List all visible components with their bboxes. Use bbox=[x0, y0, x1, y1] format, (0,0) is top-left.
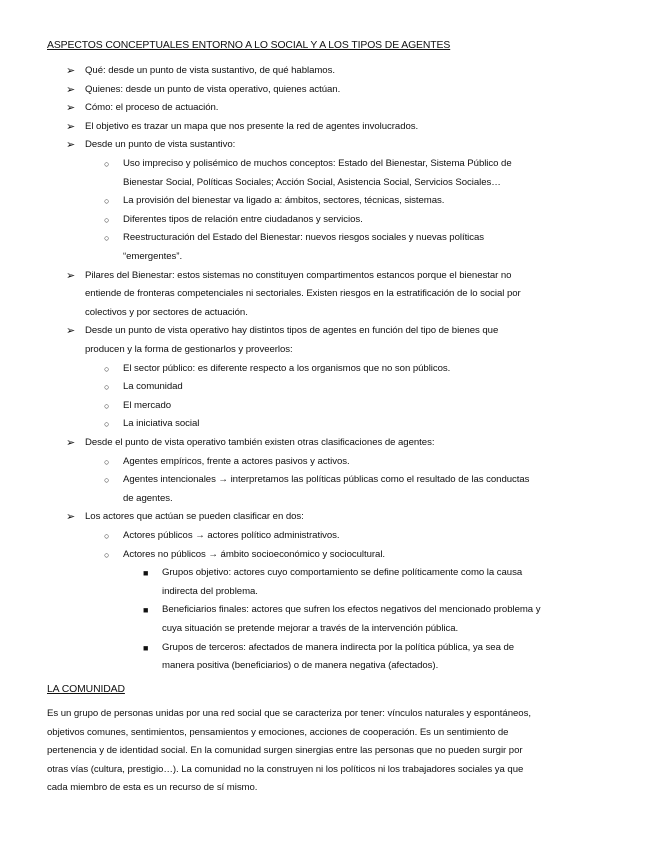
circle-bullet-icon: ○ bbox=[104, 196, 110, 207]
section-heading-aspectos: ASPECTOS CONCEPTUALES ENTORNO A LO SOCIAL Y A LOS TIPOS DE AGENTES bbox=[47, 40, 451, 51]
arrow-bullet-icon: ➢ bbox=[66, 139, 76, 152]
list-item-line: colectivos y por sectores de actuación. bbox=[85, 306, 248, 318]
section-heading-comunidad: LA COMUNIDAD bbox=[47, 684, 125, 695]
paragraph-line: cada miembro de esta es un recurso de sí mismo. bbox=[47, 782, 258, 794]
list-item-line: Actores públicos → actores político administrativos. bbox=[123, 530, 340, 541]
circle-bullet-icon: ○ bbox=[104, 363, 110, 374]
list-item-line: Grupos de terceros: afectados de manera indirecta por la política pública, ya sea de bbox=[162, 641, 515, 653]
paragraph-line: Es un grupo de personas unidas por una red social que se caracteriza por tener: vínculos naturales y espontáneos, bbox=[47, 708, 531, 719]
list-item-line: entiende de fronteras competenciales ni sectoriales. Existen riesgos en la estratificación de lo social por bbox=[85, 288, 521, 300]
list-item-line: manera positiva (beneficiarios) o de manera negativa (afectados). bbox=[162, 660, 439, 672]
list-item-line: de agentes. bbox=[123, 492, 173, 504]
list-item-line: Uso impreciso y polisémico de muchos conceptos: Estado del Bienestar, Sistema Público de bbox=[123, 158, 512, 169]
list-item-line: El mercado bbox=[123, 399, 172, 411]
circle-bullet-icon: ○ bbox=[104, 475, 110, 486]
arrow-bullet-icon: ➢ bbox=[66, 325, 76, 338]
circle-bullet-icon: ○ bbox=[104, 456, 110, 467]
list-item-line: Bienestar Social, Políticas Sociales; Acción Social, Asistencia Social, Servicios Sociales… bbox=[123, 176, 501, 188]
list-item-line: Beneficiarios finales: actores que sufren los efectos negativos del mencionado problema y bbox=[162, 604, 541, 616]
list-item-line: Desde el punto de vista operativo también existen otras clasificaciones de agentes: bbox=[85, 437, 435, 448]
paragraph-line: otras vías (cultura, prestigio…). La comunidad no la construyen ni los políticos ni los trabajadores sociales ya que bbox=[47, 763, 524, 775]
arrow-bullet-icon: ➢ bbox=[66, 83, 76, 96]
list-item-line: La provisión del bienestar va ligado a: ámbitos, sectores, técnicas, sistemas. bbox=[123, 195, 445, 207]
list-item-line: producen y la forma de gestionarlos y proveerlos: bbox=[85, 344, 293, 355]
paragraph-line: pertenencia y de identidad social. En la comunidad surgen sinergias entre las personas que no pueden surgir por bbox=[47, 745, 523, 757]
list-item-line: Quienes: desde un punto de vista operativo, quienes actúan. bbox=[85, 83, 341, 95]
circle-bullet-icon: ○ bbox=[104, 549, 110, 560]
circle-bullet-icon: ○ bbox=[104, 419, 110, 430]
circle-bullet-icon: ○ bbox=[104, 233, 110, 244]
circle-bullet-icon: ○ bbox=[104, 159, 110, 169]
list-item-line: Agentes intencionales → interpretamos las políticas públicas como el resultado de las conductas bbox=[123, 474, 530, 486]
arrow-bullet-icon: ➢ bbox=[66, 269, 76, 282]
arrow-bullet-icon: ➢ bbox=[66, 102, 76, 115]
arrow-bullet-icon: ➢ bbox=[66, 65, 76, 77]
list-item-line: La comunidad bbox=[123, 381, 183, 393]
circle-bullet-icon: ○ bbox=[104, 214, 110, 225]
paragraph-line: objetivos comunes, sentimientos, pensamientos y emociones, acciones de cooperación. Es un sentimiento de bbox=[47, 726, 509, 738]
list-item-line: Diferentes tipos de relación entre ciudadanos y servicios. bbox=[123, 213, 363, 225]
list-item-line: La iniciativa social bbox=[123, 418, 200, 430]
list-item-line: Desde un punto de vista sustantivo: bbox=[85, 139, 236, 151]
square-bullet-icon: ■ bbox=[143, 642, 149, 653]
list-item-line: cuya situación se pretende mejorar a través de la intervención pública. bbox=[162, 623, 459, 634]
arrow-bullet-icon: ➢ bbox=[66, 511, 76, 524]
list-item-line: Desde un punto de vista operativo hay distintos tipos de agentes en función del tipo de bienes que bbox=[85, 325, 499, 337]
list-item-line: Qué: desde un punto de vista sustantivo, de qué hablamos. bbox=[85, 65, 335, 76]
list-item-line: Grupos objetivo: actores cuyo comportamiento se define políticamente como la causa bbox=[162, 567, 523, 579]
arrow-bullet-icon: ➢ bbox=[66, 120, 76, 133]
list-item-line: Actores no públicos → ámbito socioeconómico y sociocultural. bbox=[123, 548, 386, 560]
list-item-line: “emergentes”. bbox=[123, 251, 183, 262]
list-item-line: El objetivo es trazar un mapa que nos presente la red de agentes involucrados. bbox=[85, 120, 419, 132]
circle-bullet-icon: ○ bbox=[104, 531, 110, 541]
list-item-line: Los actores que actúan se pueden clasificar en dos: bbox=[85, 511, 304, 523]
square-bullet-icon: ■ bbox=[143, 568, 149, 579]
list-item-line: Pilares del Bienestar: estos sistemas no constituyen compartimentos estancos porque el bienestar no bbox=[85, 269, 512, 281]
circle-bullet-icon: ○ bbox=[104, 382, 110, 393]
list-item-line: indirecta del problema. bbox=[162, 585, 258, 597]
list-item-line: Agentes empíricos, frente a actores pasivos y activos. bbox=[123, 455, 350, 467]
square-bullet-icon: ■ bbox=[143, 605, 149, 616]
list-item-line: Cómo: el proceso de actuación. bbox=[85, 102, 219, 114]
list-item-line: Reestructuración del Estado del Bienestar: nuevos riesgos sociales y nuevas políticas bbox=[123, 232, 485, 244]
circle-bullet-icon: ○ bbox=[104, 400, 110, 411]
list-item-line: El sector público: es diferente respecto a los organismos que no son públicos. bbox=[123, 362, 451, 374]
arrow-bullet-icon: ➢ bbox=[66, 437, 76, 449]
